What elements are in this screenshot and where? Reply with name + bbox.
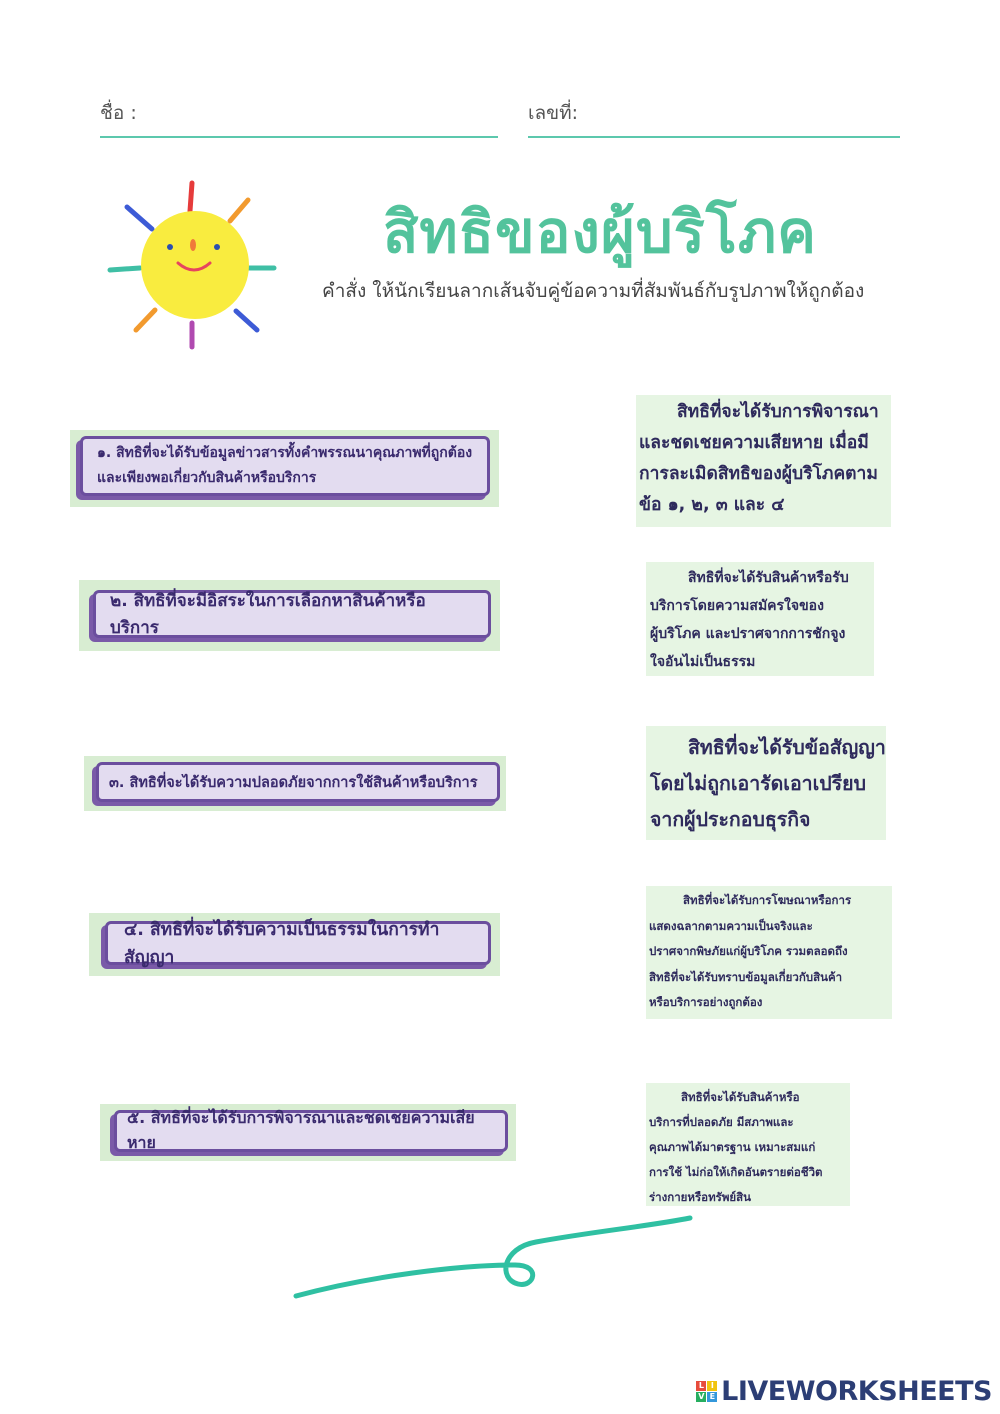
answer-line: จากผู้ประกอบธุรกิจ [650, 808, 811, 831]
logo-badge-icon: L I V E [696, 1381, 717, 1402]
number-field[interactable] [528, 136, 900, 138]
number-label: เลขที่: [528, 102, 579, 124]
item-box [114, 1110, 508, 1152]
sun-eye [214, 244, 220, 250]
name-label: ชื่อ : [100, 102, 137, 124]
item-card-1[interactable] [70, 430, 499, 507]
answer-card-4[interactable] [646, 886, 892, 1019]
answer-line: ปราศจากพิษภัยแก่ผู้บริโภค รวมตลอดถึง [649, 944, 848, 958]
answer-line: ผู้บริโภค และปราศจากการชักจูง [650, 626, 846, 642]
sun-ray [110, 268, 140, 270]
item-text: ๓. สิทธิที่จะได้รับความปลอดภัยจากการใช้สินค้าหรือบริการ [109, 774, 478, 791]
answer-line: สิทธิที่จะได้รับข้อสัญญา [688, 736, 886, 759]
answer-line: การใช้ ไม่ก่อให้เกิดอันตรายต่อชีวิต [649, 1165, 823, 1179]
answer-line: และชดเชยความเสียหาย เมื่อมี [639, 433, 869, 453]
sun-face [141, 211, 249, 319]
item-text: ๔. สิทธิที่จะได้รับความเป็นธรรมในการทำสัญญา [124, 920, 440, 968]
item-card-2[interactable] [79, 580, 500, 651]
item-card-4[interactable] [89, 913, 500, 976]
name-field[interactable] [100, 136, 498, 138]
sun-eye [167, 244, 173, 250]
item-text: ๕. สิทธิที่จะได้รับการพิจารณาและชดเชยความเสียหาย [127, 1108, 475, 1152]
item-box [80, 436, 490, 496]
answer-line: แสดงฉลากตามความเป็นจริงและ [649, 918, 813, 933]
answer-card-5[interactable] [646, 1083, 850, 1206]
answer-line: บริการโดยความสมัครใจของ [650, 598, 824, 614]
answer-card-3[interactable] [646, 726, 886, 840]
item-text-line: ๑. สิทธิที่จะได้รับข้อมูลข่าวสารทั้งคำพรรณนาคุณภาพที่ถูกต้อง [97, 445, 473, 461]
sun-ray [190, 183, 192, 211]
item-text: ๒. สิทธิที่จะมีอิสระในการเลือกหาสินค้าหรือบริการ [110, 591, 426, 638]
sun-ray [230, 200, 248, 221]
item-box [105, 920, 491, 968]
answer-line: การละเมิดสิทธิของผู้บริโภคตาม [639, 464, 878, 484]
answer-line: หรือบริการอย่างถูกต้อง [649, 995, 763, 1009]
answer-line: ข้อ ๑, ๒, ๓ และ ๔ [639, 495, 785, 515]
answer-card-1[interactable] [636, 395, 891, 527]
answer-card-2[interactable] [646, 562, 874, 676]
item-card-3[interactable] [84, 756, 506, 811]
answer-line: ใจอันไม่เป็นธรรม [650, 654, 756, 670]
liveworksheets-logo[interactable] [696, 1376, 992, 1407]
sun-nose [190, 239, 196, 251]
answer-line: สิทธิที่จะได้รับการพิจารณา [677, 402, 879, 422]
answer-line: ร่างกายหรือทรัพย์สิน [649, 1190, 752, 1204]
answer-line: สิทธิที่จะได้รับการโฆษณาหรือการ [683, 893, 852, 907]
item-box [93, 590, 491, 638]
answer-line: คุณภาพได้มาตรฐาน เหมาะสมแก่ [649, 1140, 816, 1154]
item-text-line: และเพียงพอเกี่ยวกับสินค้าหรือบริการ [97, 470, 317, 486]
logo-text: LIVEWORKSHEETS [721, 1376, 992, 1407]
answer-line: โดยไม่ถูกเอารัดเอาเปรียบ [650, 772, 866, 795]
item-box [96, 762, 500, 802]
sun-ray [136, 310, 155, 330]
decorative-swirl [290, 1210, 700, 1305]
instruction-text: คำสั่ง ให้นักเรียนลากเส้นจับคู่ข้อความที่สัมพันธ์กับรูปภาพให้ถูกต้อง [322, 280, 865, 302]
sun-illustration [100, 175, 285, 355]
sun-ray [127, 207, 152, 229]
item-card-5[interactable] [100, 1104, 516, 1161]
sun-ray [236, 311, 257, 330]
answer-line: สิทธิที่จะได้รับสินค้าหรือรับ [688, 570, 849, 586]
answer-line: สิทธิที่จะได้รับทราบข้อมูลเกี่ยวกับสินค้า [649, 969, 843, 984]
answer-line: สิทธิที่จะได้รับสินค้าหรือ [681, 1090, 800, 1104]
answer-line: บริการที่ปลอดภัย มีสภาพและ [649, 1115, 794, 1129]
page-title: สิทธิของผู้บริโภค [383, 198, 817, 266]
